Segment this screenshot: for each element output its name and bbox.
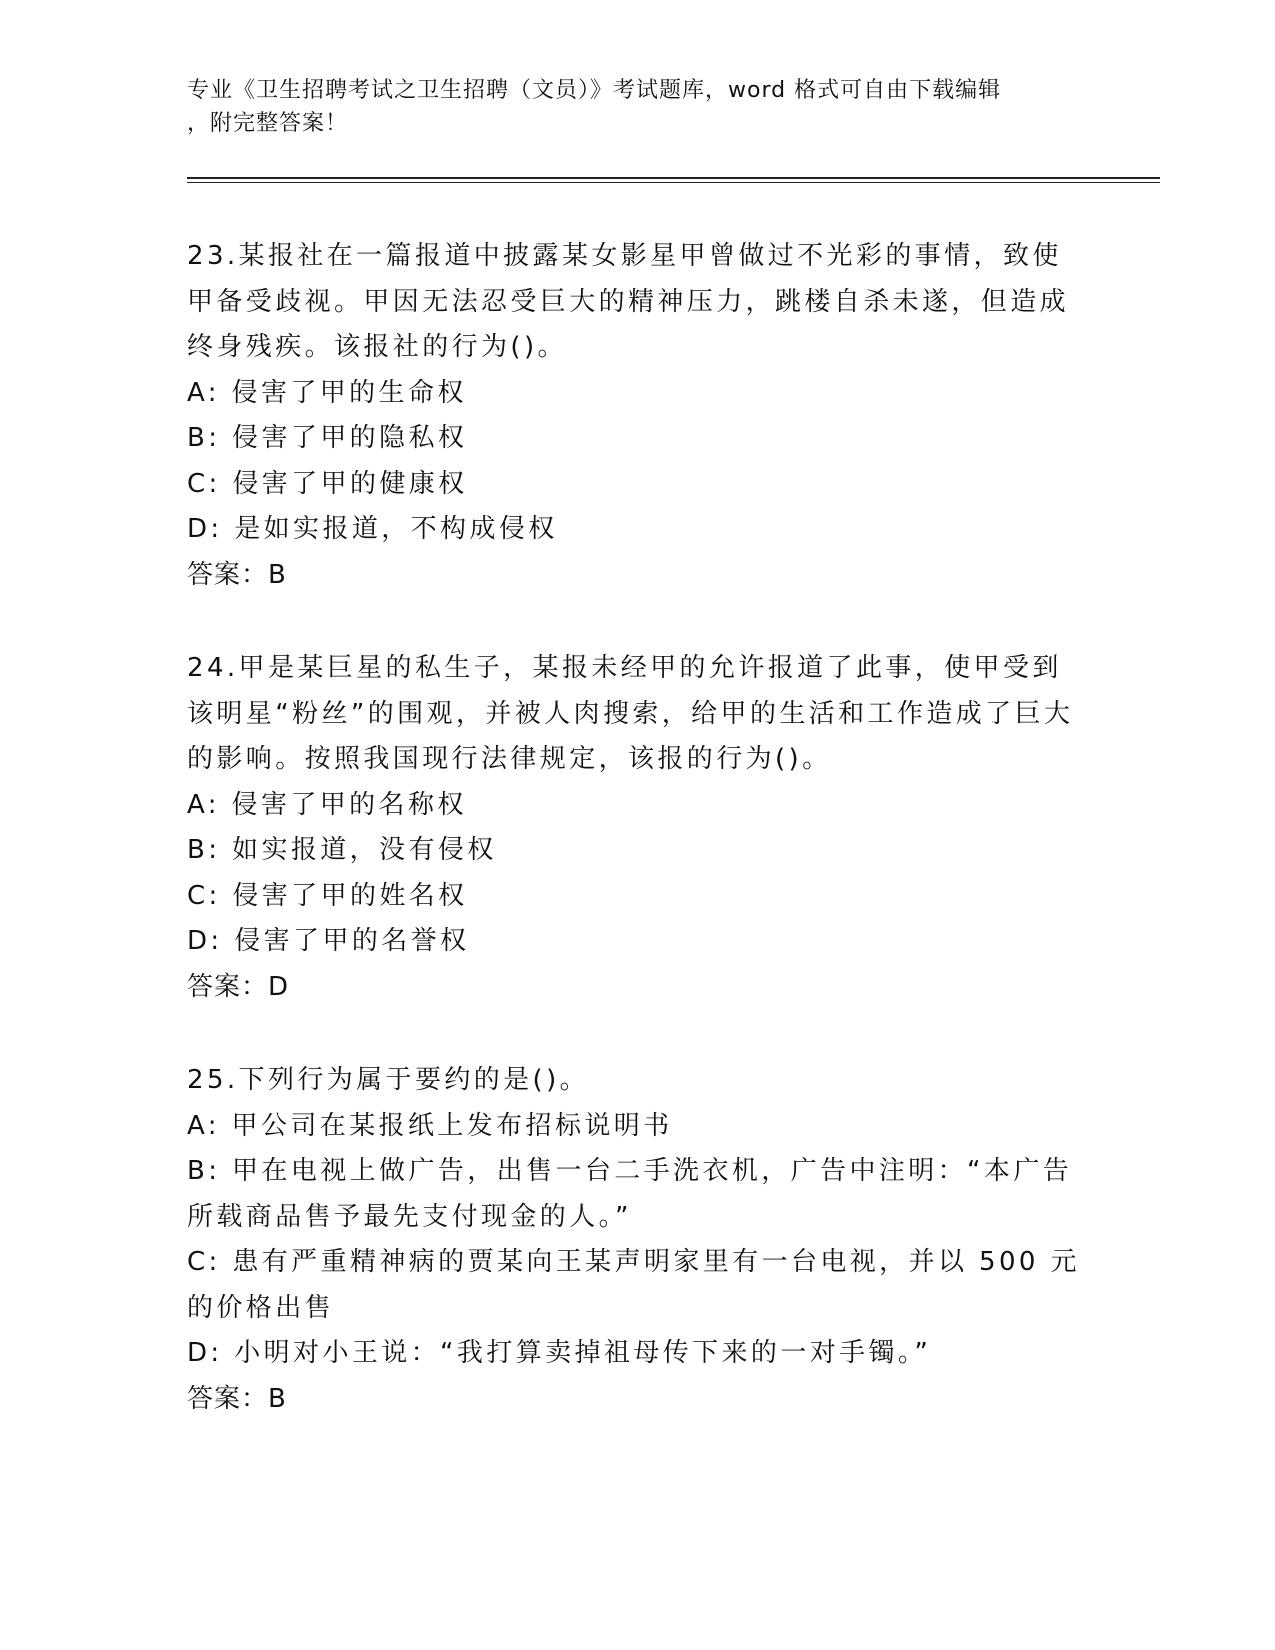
question-25 [187, 1058, 1087, 1422]
option-a: A: 侵害了甲的名称权 [187, 789, 467, 820]
option-c: C: 患有严重精神病的贾某向王某声明家里有一台电视，并以 500 元的价格出售 [187, 1247, 1080, 1323]
option-b: B: 侵害了甲的隐私权 [187, 423, 468, 453]
question-stem: 25.下列行为属于要约的是()。 [187, 1065, 590, 1095]
option-d: D: 小明对小王说：“我打算卖掉祖母传下来的一对手镯。” [187, 1338, 932, 1368]
question-stem: 23.某报社在一篇报道中披露某女影星甲曾做过不光彩的事情，致使甲备受歧视。甲因无法忍受巨大的精神压力，跳楼自杀未遂，但造成终身残疾。该报社的行为()。 [187, 241, 1070, 362]
option-d: D: 是如实报道，不构成侵权 [187, 514, 558, 544]
document-header [187, 74, 1077, 140]
answer-label: 答案：B [187, 1383, 287, 1414]
header-divider [187, 177, 1160, 179]
option-d: D: 侵害了甲的名誉权 [187, 926, 470, 956]
header-divider-thin [187, 182, 1160, 183]
question-stem: 24.甲是某巨星的私生子，某报未经甲的允许报道了此事，使甲受到该明星“粉丝”的围观，并被人肉搜索，给甲的生活和工作造成了巨大的影响。按照我国现行法律规定，该报的行为()。 [187, 653, 1074, 774]
question-24 [187, 646, 1087, 1010]
answer-label: 答案：B [187, 559, 287, 590]
question-23 [187, 234, 1087, 598]
option-a: A: 侵害了甲的生命权 [187, 377, 467, 408]
option-c: C: 侵害了甲的健康权 [187, 468, 468, 499]
option-b: B: 甲在电视上做广告，出售一台二手洗衣机，广告中注明：“本广告所载商品售予最先支付现金的人。” [187, 1156, 1073, 1232]
option-b: B: 如实报道，没有侵权 [187, 835, 497, 865]
header-line-2: ，附完整答案！ [187, 111, 349, 136]
option-a: A: 甲公司在某报纸上发布招标说明书 [187, 1110, 673, 1141]
option-c: C: 侵害了甲的姓名权 [187, 880, 468, 911]
answer-label: 答案：D [187, 971, 290, 1002]
header-line-1: 专业《卫生招聘考试之卫生招聘（文员）》考试题库，word 格式可自由下载编辑 [187, 78, 1002, 103]
